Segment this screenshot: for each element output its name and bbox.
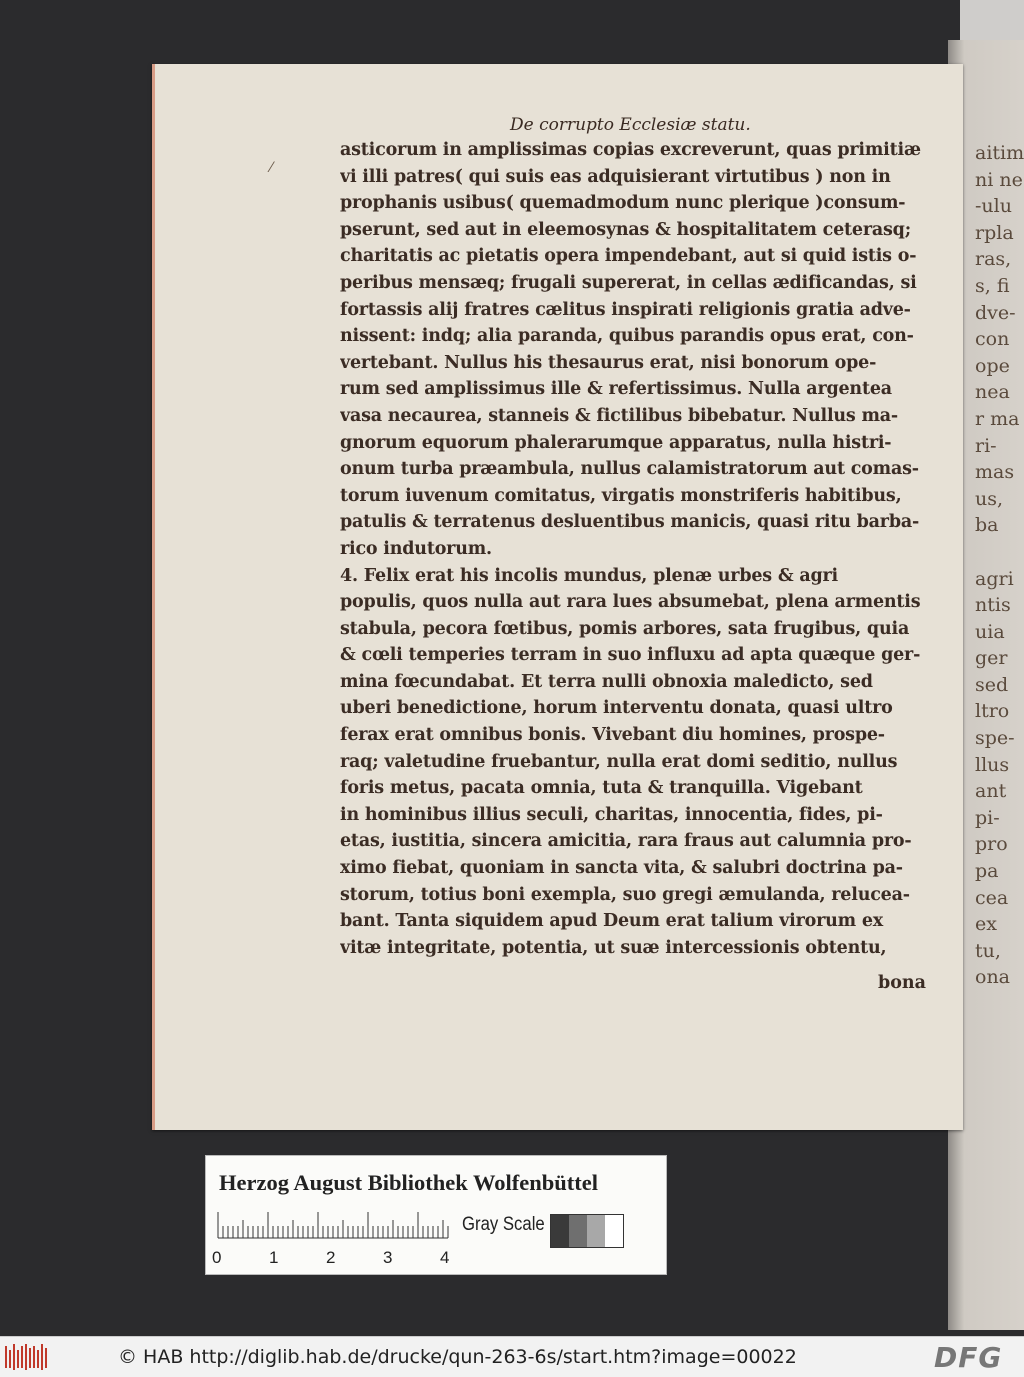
text-line: storum, totius boni exempla, suo gregi æmulanda, relucea-	[340, 884, 910, 905]
text-line: populis, quos nulla aut rara lues absumebat, plena armentis	[340, 592, 921, 613]
ruler-numbers	[212, 1248, 452, 1270]
next-page-fragment	[975, 539, 1024, 566]
text-line: ferax erat omnibus bonis. Vivebant diu homines, prospe-	[340, 725, 885, 746]
next-page-fragment: tu,	[975, 939, 1001, 962]
next-page-fragment: s, fi	[975, 274, 1010, 297]
text-line: bant. Tanta siquidem apud Deum erat talium virorum ex	[340, 911, 883, 932]
next-page-fragment: ex	[975, 913, 997, 936]
text-line: torum iuvenum comitatus, virgatis monstriferis habitibus,	[340, 485, 902, 506]
text-line: charitatis ac pietatis opera impendebant, aut si quid istis o-	[340, 246, 917, 267]
text-line: & cœli temperies terram in suo influxu ad apta quæque ger-	[340, 645, 921, 666]
next-page-fragment: llus	[975, 753, 1010, 776]
text-line: onum turba præambula, nullus calamistratorum aut comas-	[340, 459, 919, 480]
next-page-fragment: ltro	[975, 700, 1010, 723]
gray-swatch	[569, 1215, 587, 1247]
catchword: bona	[878, 973, 926, 993]
text-line: rum sed amplissimus ille & refertissimus. Nulla argentea	[340, 379, 892, 400]
next-page-fragment: us,	[975, 487, 1004, 510]
text-line: vertebant. Nullus his thesaurus erat, nisi bonorum ope-	[340, 352, 877, 373]
next-page-fragment: pa	[975, 860, 999, 883]
next-page-fragment: ant	[975, 780, 1007, 803]
page-body-text	[340, 137, 930, 961]
next-page-fragment: ba	[975, 514, 999, 537]
next-page-fragment: ras,	[975, 248, 1012, 271]
hab-logo-icon	[4, 1342, 48, 1372]
next-page-fragment: con	[975, 328, 1010, 351]
text-line: raq; valetudine fruebantur, nulla erat domi seditio, nullus	[340, 751, 898, 772]
text-line: patulis & terratenus desluentibus manicis, quasi ritu barba-	[340, 512, 920, 533]
scale-ruler	[216, 1208, 451, 1248]
next-page-fragment: ger	[975, 647, 1008, 670]
citation-link[interactable]: © HAB http://diglib.hab.de/drucke/qun-263-6s/start.htm?image=00022	[118, 1346, 797, 1368]
text-line: stabula, pecora fœtibus, pomis arbores, sata frugibus, quia	[340, 618, 910, 639]
next-page-fragment: nea	[975, 381, 1010, 404]
text-line: foris metus, pacata omnia, tuta & tranquilla. Vigebant	[340, 778, 863, 799]
text-line: 4. Felix erat his incolis mundus, plenæ urbes & agri	[340, 565, 838, 586]
text-line: asticorum in amplissimas copias excreverunt, quas primitiæ	[340, 140, 921, 160]
text-line: vitæ integritate, potentia, ut suæ intercessionis obtentu,	[340, 937, 887, 958]
text-line: prophanis usibus( quemadmodum nunc plerique )consum-	[340, 193, 906, 214]
next-page-text-fragments	[975, 140, 1024, 991]
next-page-fragment: spe-	[975, 727, 1015, 750]
ruler-number: 2	[326, 1248, 336, 1267]
next-page-fragment: pi-	[975, 806, 1000, 829]
text-line: vasa necaurea, stanneis & fictilibus bibebatur. Nullus ma-	[340, 405, 898, 426]
next-page-fragment: ope	[975, 354, 1010, 377]
text-line: peribus mensæq; frugali supererat, in cellas ædificandas, si	[340, 272, 917, 293]
ruler-number: 0	[212, 1248, 222, 1267]
ruler-number: 3	[383, 1248, 393, 1267]
next-page-fragment: ntis	[975, 594, 1011, 617]
footer-bar	[0, 1336, 1024, 1377]
next-page-fragment: dve-	[975, 301, 1016, 324]
next-page-fragment: mas	[975, 461, 1015, 484]
text-line: pserunt, sed aut in eleemosynas & hospitalitatem ceterasq;	[340, 219, 911, 240]
library-label-card	[205, 1155, 667, 1275]
gray-swatch	[587, 1215, 605, 1247]
margin-mark: ⁄	[270, 160, 273, 176]
gray-scale-label: Gray Scale	[462, 1214, 545, 1235]
next-page-fragment: uia	[975, 620, 1005, 643]
next-page-fragment: pro	[975, 833, 1008, 856]
next-page-fragment: ni ne	[975, 168, 1023, 191]
text-line: nissent: indq; alia paranda, quibus parandis opus erat, con-	[340, 326, 914, 347]
library-name: Herzog August Bibliothek Wolfenbüttel	[219, 1170, 598, 1195]
next-page-fragment: rpla	[975, 221, 1014, 244]
gray-swatch	[551, 1215, 569, 1247]
gray-scale-swatches	[550, 1214, 624, 1248]
ruler-number: 1	[269, 1248, 279, 1267]
next-page-fragment: r ma	[975, 407, 1020, 430]
dfg-logo: DFG	[934, 1341, 1003, 1374]
text-line: gnorum equorum phalerarumque apparatus, nulla histri-	[340, 432, 892, 453]
next-page-fragment: cea	[975, 886, 1009, 909]
text-line: vi illi patres( qui suis eas adquisierant virtutibus ) non in	[340, 166, 891, 187]
text-line: in hominibus illius seculi, charitas, innocentia, fides, pi-	[340, 804, 883, 825]
next-page-fragment: ri-	[975, 434, 997, 457]
ruler-number: 4	[440, 1248, 450, 1267]
text-line: rico indutorum.	[340, 538, 492, 559]
next-page-fragment: agri	[975, 567, 1014, 590]
text-line: etas, iustitia, sincera amicitia, rara fraus aut calumnia pro-	[340, 831, 912, 852]
text-line: mina fœcundabat. Et terra nulli obnoxia maledicto, sed	[340, 671, 873, 692]
text-line: ximo fiebat, quoniam in sancta vita, & salubri doctrina pa-	[340, 858, 903, 879]
text-line: fortassis alij fratres cælitus inspirati religionis gratia adve-	[340, 299, 911, 320]
next-page-fragment: sed	[975, 673, 1009, 696]
next-page-fragment: aitim	[975, 142, 1024, 164]
next-page-fragment: -ulu	[975, 195, 1012, 218]
gray-swatch	[605, 1215, 623, 1247]
running-head: De corrupto Ecclesiæ statu.	[510, 115, 751, 135]
text-line: uberi benedictione, horum interventu donata, quasi ultro	[340, 698, 893, 719]
next-page-fragment: ona	[975, 966, 1011, 989]
